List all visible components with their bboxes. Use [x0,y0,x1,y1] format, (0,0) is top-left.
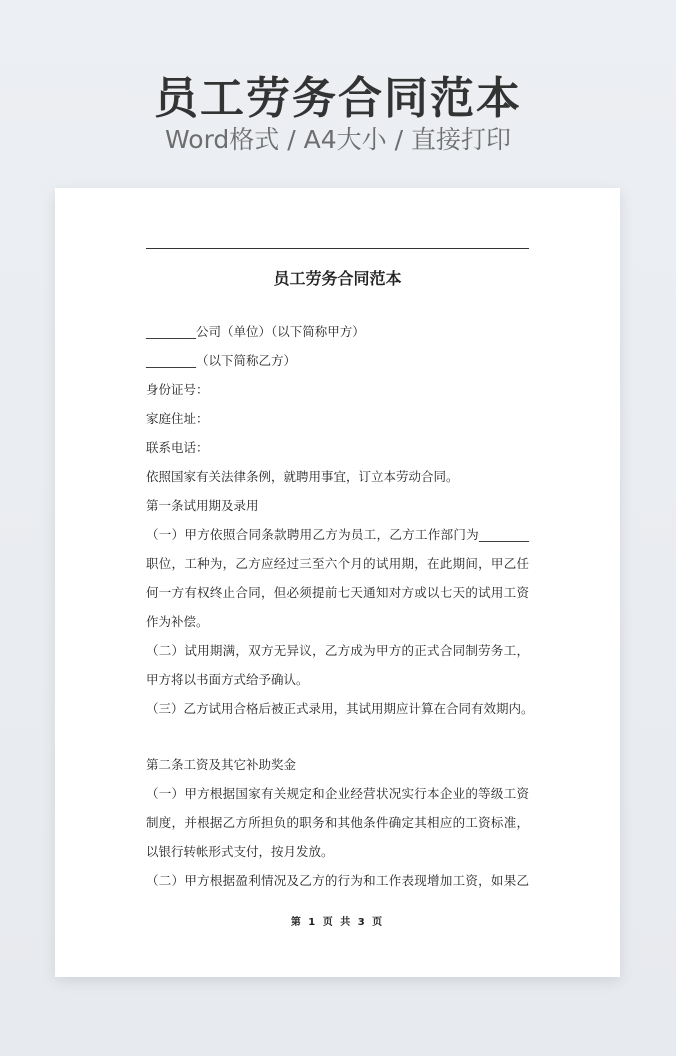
paragraph-line: 职位，工种为，乙方应经过三至六个月的试用期，在此期间，甲乙任 [146,556,529,571]
document-page [55,188,620,977]
paragraph-line: （二）试用期满，双方无异议，乙方成为甲方的正式合同制劳务工， [146,643,529,658]
paragraph-line: （一）甲方根据国家有关规定和企业经营状况实行本企业的等级工资 [146,786,529,801]
document-title: 员工劳务合同范本 [273,269,402,288]
paragraph-line: （二）甲方根据盈利情况及乙方的行为和工作表现增加工资，如果乙 [146,873,529,888]
banner-title: 员工劳务合同范本 [154,73,522,124]
section-heading: 第一条试用期及录用 [146,498,259,513]
paragraph-line: （一）甲方依照合同条款聘用乙方为员工，乙方工作部门为________ [146,527,529,542]
paragraph-line: 以银行转帐形式支付，按月发放。 [146,844,334,859]
page-number: 第 1 页 共 3 页 [290,917,385,928]
address-line: 家庭住址： [146,411,209,426]
banner-subtitle: Word格式 / A4大小 / 直接打印 [165,125,511,154]
paragraph-line: 制度，并根据乙方所担负的职务和其他条件确定其相应的工资标准， [146,815,529,830]
paragraph-line: （三）乙方试用合格后被正式录用，其试用期应计算在合同有效期内。 [146,701,534,716]
paragraph-line: 何一方有权终止合同，但必须提前七天通知对方或以七天的试用工资 [146,585,529,600]
id-number-line: 身份证号： [146,382,209,397]
intro-line: 依照国家有关法律条例，就聘用事宜，订立本劳动合同。 [146,469,459,484]
party-a-line: ________公司（单位）（以下简称甲方） [146,324,365,339]
header-rule [146,248,529,249]
paragraph-line: 甲方将以书面方式给予确认。 [146,672,309,687]
party-b-line: ________（以下简称乙方） [146,353,297,368]
section-heading: 第二条工资及其它补助奖金 [146,757,297,772]
phone-line: 联系电话： [146,440,209,455]
paragraph-line: 作为补偿。 [146,614,209,629]
